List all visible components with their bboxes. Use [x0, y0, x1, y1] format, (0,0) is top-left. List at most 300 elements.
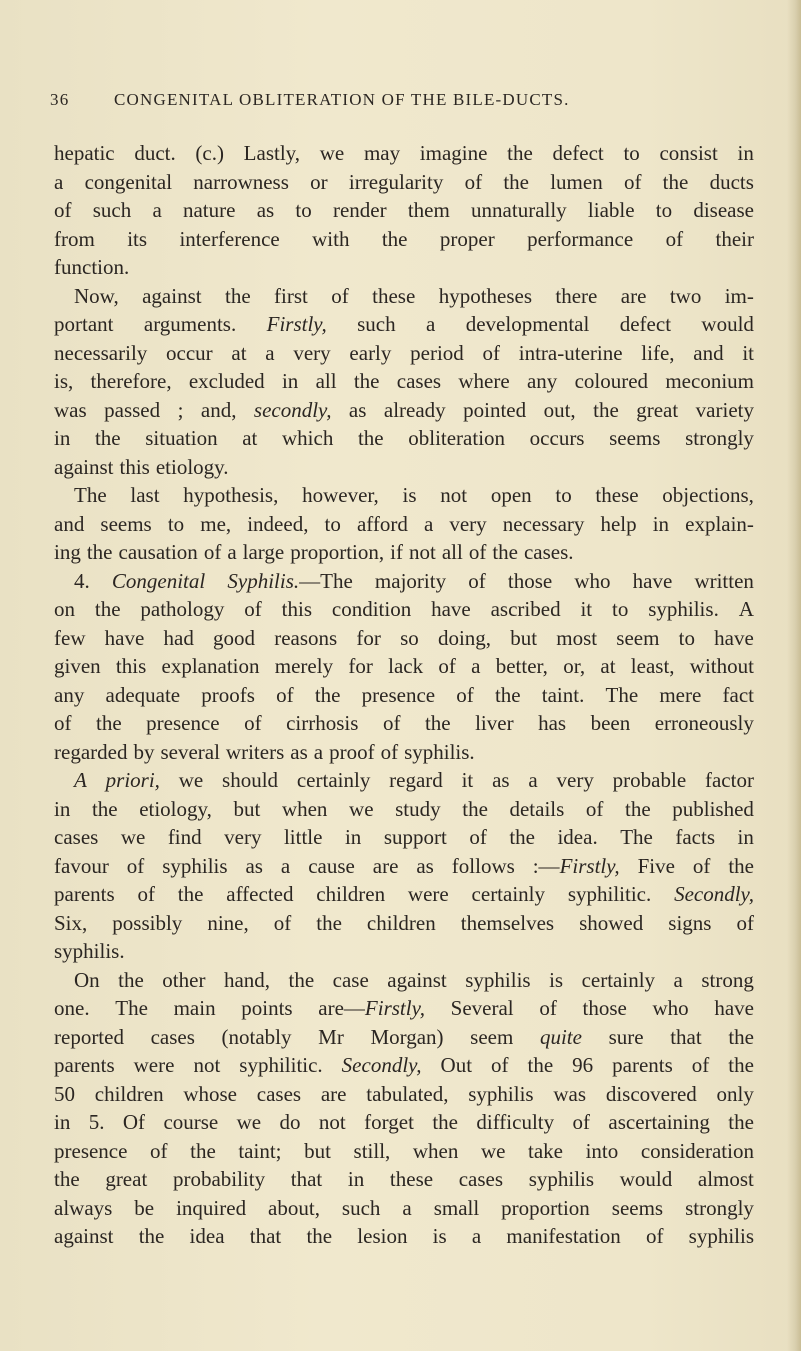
word: difficulty: [476, 1110, 555, 1134]
text-line: [54, 937, 754, 966]
word: period: [410, 340, 464, 365]
word: probable: [612, 768, 687, 792]
word: tabulated,: [366, 1081, 449, 1106]
word: ;: [177, 397, 184, 422]
word: been: [590, 711, 631, 735]
word: children: [366, 910, 436, 935]
word: facts: [675, 825, 716, 849]
word: the: [54, 1167, 80, 1191]
word: seem: [470, 1024, 514, 1049]
word: take: [528, 1138, 563, 1163]
word: which: [282, 426, 334, 450]
word: the: [424, 711, 451, 735]
word: any: [526, 369, 558, 393]
word: of: [126, 853, 145, 878]
word: a: [471, 654, 481, 678]
word: very: [224, 825, 262, 849]
word: is: [402, 483, 417, 507]
word: strongly: [685, 426, 754, 450]
word: regarded: [54, 739, 128, 764]
word: narrowness: [193, 169, 289, 194]
word: other: [162, 967, 206, 992]
word: was: [553, 1081, 587, 1106]
word: to: [555, 483, 572, 507]
word: published: [672, 796, 754, 821]
running-header: [50, 90, 750, 116]
word: 4.: [74, 568, 90, 593]
word: passed: [104, 397, 161, 422]
page-edge-shadow: [787, 0, 801, 1351]
word: little: [283, 825, 323, 849]
word: writers: [225, 739, 285, 764]
word: help: [600, 511, 637, 536]
word: to: [295, 198, 312, 222]
word: have: [714, 996, 754, 1020]
word: about,: [268, 1195, 320, 1220]
word: have: [431, 597, 471, 621]
word: small: [433, 1195, 480, 1220]
word: the: [316, 910, 342, 935]
text-line: [54, 339, 754, 368]
word: the: [432, 1110, 458, 1134]
text-line: [54, 709, 754, 738]
word: portant: [54, 312, 114, 336]
word: as: [492, 768, 510, 792]
word: presence: [361, 682, 436, 707]
word: these: [595, 483, 639, 507]
word: Of: [122, 1110, 146, 1134]
word: already: [383, 397, 446, 422]
word: occurs: [529, 426, 585, 450]
word: of: [203, 540, 222, 564]
word: the: [728, 1024, 754, 1049]
text-line: [54, 595, 754, 624]
word: out,: [543, 397, 576, 422]
text-line: [54, 196, 754, 225]
text-line: [54, 282, 754, 311]
word: function.: [54, 255, 130, 279]
word: the: [593, 397, 619, 422]
word: are: [372, 853, 399, 878]
word: where: [458, 369, 510, 393]
word: have: [714, 625, 754, 650]
word: the: [728, 1110, 754, 1134]
word: proportion: [501, 1195, 590, 1220]
word: [342, 1051, 422, 1080]
word: without: [689, 654, 754, 678]
word: syphilitic.: [567, 882, 652, 906]
text-line: [54, 139, 754, 168]
word: Morgan): [370, 1024, 444, 1049]
word: nature: [182, 198, 236, 222]
word: a: [423, 511, 434, 536]
word: cases: [256, 1081, 302, 1106]
word: who: [652, 996, 689, 1020]
word: a: [152, 198, 162, 222]
word: defect: [619, 312, 672, 336]
word: the: [353, 369, 380, 393]
word: for: [348, 654, 373, 678]
word: taint.: [541, 682, 585, 707]
word: signs: [668, 910, 712, 935]
text-line: [54, 253, 754, 282]
text-line: [54, 168, 754, 197]
word: hand,: [223, 967, 271, 992]
text-line: [54, 624, 754, 653]
word: as: [348, 397, 367, 422]
word: we: [319, 141, 345, 165]
word: of: [585, 796, 604, 821]
page-number: 36: [50, 90, 70, 109]
word: merely: [274, 654, 334, 678]
word: as: [245, 853, 263, 878]
word: but: [304, 1138, 331, 1163]
italic-run: secondly,: [253, 397, 332, 422]
word: The: [74, 483, 107, 507]
text-line: [54, 481, 754, 510]
word: least,: [630, 654, 675, 678]
text-line: [54, 652, 754, 681]
word: are—Firstly,: [318, 996, 425, 1020]
word: those: [507, 568, 553, 593]
word: against: [54, 1224, 114, 1248]
text-line: [54, 310, 754, 339]
word: those: [582, 996, 627, 1020]
word: of: [331, 283, 349, 308]
word: for: [356, 625, 381, 650]
word: a: [402, 1195, 412, 1220]
word: seems: [611, 1195, 664, 1220]
word: strongly: [685, 1195, 754, 1220]
word: the: [503, 169, 529, 194]
word: who: [574, 568, 611, 593]
word: main: [173, 996, 216, 1020]
word: the: [527, 1053, 554, 1077]
word: study: [395, 796, 441, 821]
word: forget: [364, 1110, 414, 1134]
word: cases.: [523, 540, 574, 564]
word: syphilis.: [648, 597, 719, 621]
word: certainly: [296, 768, 371, 792]
word: if: [390, 540, 403, 564]
word: favour: [54, 853, 109, 878]
word: great: [636, 397, 679, 422]
word: adequate: [105, 682, 181, 707]
word: explanation: [161, 654, 260, 678]
italic-run: Firstly,: [266, 312, 327, 336]
word: cases: [54, 825, 99, 849]
word: in: [652, 511, 670, 536]
word: lack: [388, 654, 424, 678]
word: probability: [172, 1167, 266, 1191]
word: of: [137, 882, 155, 906]
word: are: [620, 283, 647, 308]
word: that: [249, 1224, 282, 1248]
word: the: [662, 169, 689, 194]
word: the: [507, 141, 533, 165]
text-line: [54, 567, 754, 596]
word: the: [190, 1138, 216, 1163]
word: fact: [722, 682, 754, 707]
word: lesion: [357, 1224, 408, 1248]
word: large: [242, 540, 285, 564]
word: of: [150, 1138, 168, 1163]
word: 96: [572, 1053, 594, 1077]
word: [112, 567, 205, 596]
word: as: [416, 853, 434, 878]
word: against: [387, 967, 447, 992]
word: to: [623, 141, 640, 165]
text-line: [54, 396, 754, 425]
word: of: [736, 910, 754, 935]
word: several: [160, 739, 220, 764]
word: of: [54, 198, 72, 222]
word: do: [279, 1110, 301, 1134]
word: afford: [356, 511, 408, 536]
word: of: [244, 597, 262, 621]
word: possibly: [112, 910, 183, 935]
word: discovered: [605, 1081, 697, 1106]
word: pathology: [140, 597, 225, 621]
word: of: [244, 711, 262, 735]
word: this: [119, 454, 150, 479]
word: factor: [704, 768, 754, 792]
word: and: [693, 340, 724, 365]
word: hypothesis,: [183, 483, 279, 507]
word: sure: [608, 1024, 644, 1049]
word: in: [344, 825, 362, 849]
word: cirrhosis: [286, 711, 359, 735]
word: that: [290, 1167, 323, 1191]
word: syphilis: [528, 1167, 595, 1191]
word: their: [715, 226, 754, 251]
word: occur: [166, 340, 213, 365]
word: support: [383, 825, 447, 849]
word: arguments.: [143, 312, 237, 336]
word: have: [632, 568, 673, 593]
word: parents: [54, 1053, 115, 1077]
italic-run: Secondly,: [674, 882, 754, 906]
word: the: [94, 597, 121, 621]
word: Mr: [318, 1024, 344, 1049]
word: to: [324, 511, 341, 536]
word: (c.): [195, 141, 224, 165]
word: not: [408, 540, 436, 564]
word: such: [357, 312, 396, 336]
word: would: [619, 1167, 673, 1191]
word: the: [728, 853, 754, 878]
word: against: [54, 454, 114, 479]
word: The: [605, 682, 639, 707]
word: [74, 766, 87, 795]
italic-run: A: [74, 768, 87, 792]
text-line: [54, 1194, 754, 1223]
word: to: [167, 511, 185, 536]
word: most: [556, 625, 598, 650]
italic-run: Syphilis.: [227, 568, 300, 593]
word: were: [133, 1053, 175, 1077]
word: the: [177, 882, 204, 906]
text-line: [54, 681, 754, 710]
text-line: [54, 909, 754, 938]
word: syphilis.: [404, 739, 475, 764]
word: 5.: [88, 1110, 105, 1134]
word: the: [494, 682, 521, 707]
word: the: [94, 426, 121, 450]
word: syphilis.: [54, 939, 125, 963]
word: the: [728, 1053, 754, 1077]
word: [674, 880, 754, 909]
word: On: [74, 967, 100, 992]
word: all: [441, 540, 463, 564]
word: given: [54, 654, 101, 678]
word: syphilis: [162, 853, 228, 878]
word: good: [213, 625, 256, 650]
word: proofs: [201, 682, 255, 707]
word: early: [349, 340, 392, 365]
text-line: [54, 1165, 754, 1194]
word: first: [274, 283, 308, 308]
word: :—Firstly,: [532, 853, 620, 878]
word: interference: [179, 226, 280, 251]
word: mere: [659, 682, 702, 707]
word: it: [580, 597, 593, 621]
word: very: [556, 768, 594, 792]
word: consideration: [640, 1138, 754, 1163]
word: and,: [200, 397, 237, 422]
word: meconium: [665, 369, 754, 393]
word: a: [54, 169, 64, 194]
word: seems: [609, 426, 661, 450]
word: as: [256, 198, 275, 222]
word: all: [315, 369, 337, 393]
word: had: [163, 625, 194, 650]
word: themselves: [460, 910, 555, 935]
word: [106, 766, 160, 795]
word: of: [456, 682, 474, 707]
word: Now,: [74, 283, 119, 308]
italic-run: Firstly,: [559, 853, 620, 878]
word: of: [692, 853, 711, 878]
word: presence: [146, 711, 220, 735]
word: Several: [450, 996, 514, 1020]
word: hypotheses: [438, 283, 533, 308]
word: seems: [100, 511, 152, 536]
word: taint;: [238, 1138, 282, 1163]
word: of: [691, 1053, 710, 1077]
word: when: [412, 1138, 459, 1163]
word: cases: [458, 1167, 504, 1191]
word: congenital: [84, 169, 173, 194]
text-line: [54, 1080, 754, 1109]
word: is: [432, 1224, 447, 1248]
word: still,: [353, 1138, 391, 1163]
word: into: [585, 1138, 619, 1163]
word: when: [281, 796, 328, 821]
word: the: [625, 796, 651, 821]
word: certainly: [581, 967, 656, 992]
word: cases: [396, 369, 442, 393]
word: pointed: [463, 397, 527, 422]
word: its: [127, 226, 148, 251]
word: disease: [693, 198, 754, 222]
word: indeed,: [247, 511, 309, 536]
word: on: [54, 597, 75, 621]
word: of: [464, 169, 483, 194]
word: of: [273, 910, 292, 935]
word: im-: [724, 283, 754, 308]
word: always: [54, 1195, 113, 1220]
word: in: [737, 825, 754, 849]
text-line: [54, 880, 754, 909]
word: hepatic: [54, 141, 115, 165]
word: situation: [145, 426, 218, 450]
word: certainly: [471, 882, 546, 906]
word: we: [178, 768, 204, 792]
word: a: [673, 967, 683, 992]
word: these: [389, 1167, 434, 1191]
word: of: [380, 739, 399, 764]
word: a: [528, 768, 538, 792]
italic-run: Firstly,: [364, 996, 425, 1020]
word: in: [347, 1167, 365, 1191]
word: the: [314, 682, 341, 707]
word: of: [54, 711, 72, 735]
word: necessary: [502, 511, 585, 536]
word: of: [665, 226, 684, 251]
word: syphilis: [688, 1224, 754, 1248]
word: but: [233, 796, 261, 821]
word: ing: [54, 540, 81, 564]
word: 50: [54, 1081, 75, 1106]
word: children: [316, 882, 386, 906]
word: however,: [302, 483, 379, 507]
text-line: [54, 538, 754, 567]
word: we: [236, 1110, 262, 1134]
word: be: [134, 1195, 155, 1220]
word: we: [120, 825, 146, 849]
word: variety: [695, 397, 754, 422]
text-line: [54, 225, 754, 254]
text-line: [54, 1108, 754, 1137]
word: causation: [118, 540, 198, 564]
word: affected: [226, 882, 294, 906]
word: at: [600, 654, 616, 678]
word: such: [341, 1195, 381, 1220]
word: doing,: [437, 625, 492, 650]
word: presence: [54, 1138, 128, 1163]
word: in: [54, 1110, 71, 1134]
word: a: [227, 540, 237, 564]
word: great: [105, 1167, 148, 1191]
word: performance: [527, 226, 634, 251]
word: life,: [641, 340, 675, 365]
word: these: [372, 283, 416, 308]
word: at: [231, 340, 247, 365]
word: a: [471, 1224, 482, 1248]
word: reported: [54, 1024, 124, 1049]
word: a: [426, 312, 436, 336]
word: syphilis: [465, 967, 531, 992]
word: is,: [54, 369, 74, 393]
word: not: [318, 1110, 346, 1134]
word: not: [440, 483, 468, 507]
text-line: [54, 994, 754, 1023]
word: last: [130, 483, 160, 507]
word: in: [54, 796, 71, 821]
word: would: [701, 312, 754, 336]
word: are: [320, 1081, 347, 1106]
